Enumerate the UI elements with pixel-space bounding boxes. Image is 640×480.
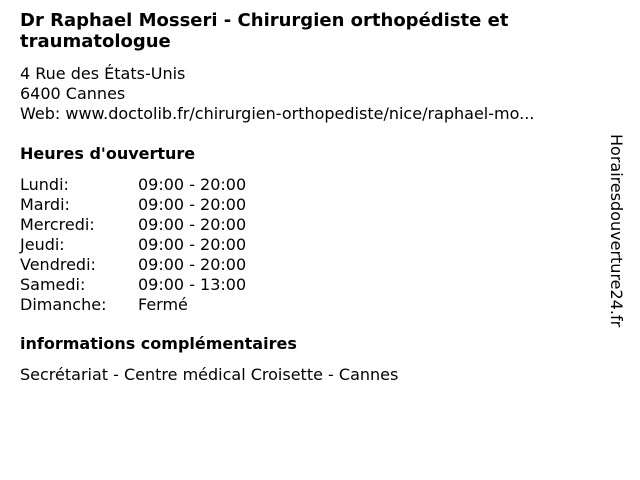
day-label: Dimanche: <box>20 295 107 314</box>
hours-row-sunday <box>20 295 246 315</box>
hours-row-friday <box>20 255 246 275</box>
additional-info-text: Secrétariat - Centre médical Croisette - Cannes <box>20 365 399 384</box>
hours-value: 09:00 - 20:00 <box>138 175 247 194</box>
additional-info-heading: informations complémentaires <box>20 334 297 353</box>
hours-value: 09:00 - 20:00 <box>138 195 247 214</box>
hours-value: Fermé <box>138 295 188 314</box>
address-city: 6400 Cannes <box>20 84 126 103</box>
hours-row-saturday <box>20 275 246 295</box>
site-watermark: Horairesdouverture24.fr <box>607 134 626 328</box>
opening-hours-heading: Heures d'ouverture <box>20 144 196 163</box>
hours-value: 09:00 - 20:00 <box>138 215 247 234</box>
hours-row-monday <box>20 175 246 195</box>
day-label: Vendredi: <box>20 255 96 274</box>
doctor-name: Dr Raphael Mosseri - Chirurgien orthopédiste et traumatologue <box>20 10 509 52</box>
hours-row-tuesday <box>20 195 246 215</box>
day-label: Mardi: <box>20 195 70 214</box>
day-label: Mercredi: <box>20 215 95 234</box>
hours-row-thursday <box>20 235 246 255</box>
day-label: Lundi: <box>20 175 69 194</box>
hours-value: 09:00 - 20:00 <box>138 255 247 274</box>
opening-hours-list <box>20 175 246 315</box>
hours-value: 09:00 - 13:00 <box>138 275 247 294</box>
hours-row-wednesday <box>20 215 246 235</box>
hours-value: 09:00 - 20:00 <box>138 235 247 254</box>
address-street: 4 Rue des États-Unis <box>20 64 186 83</box>
day-label: Jeudi: <box>20 235 65 254</box>
website-link[interactable]: Web: www.doctolib.fr/chirurgien-orthopediste/nice/raphael-mo... <box>20 104 535 123</box>
day-label: Samedi: <box>20 275 86 294</box>
